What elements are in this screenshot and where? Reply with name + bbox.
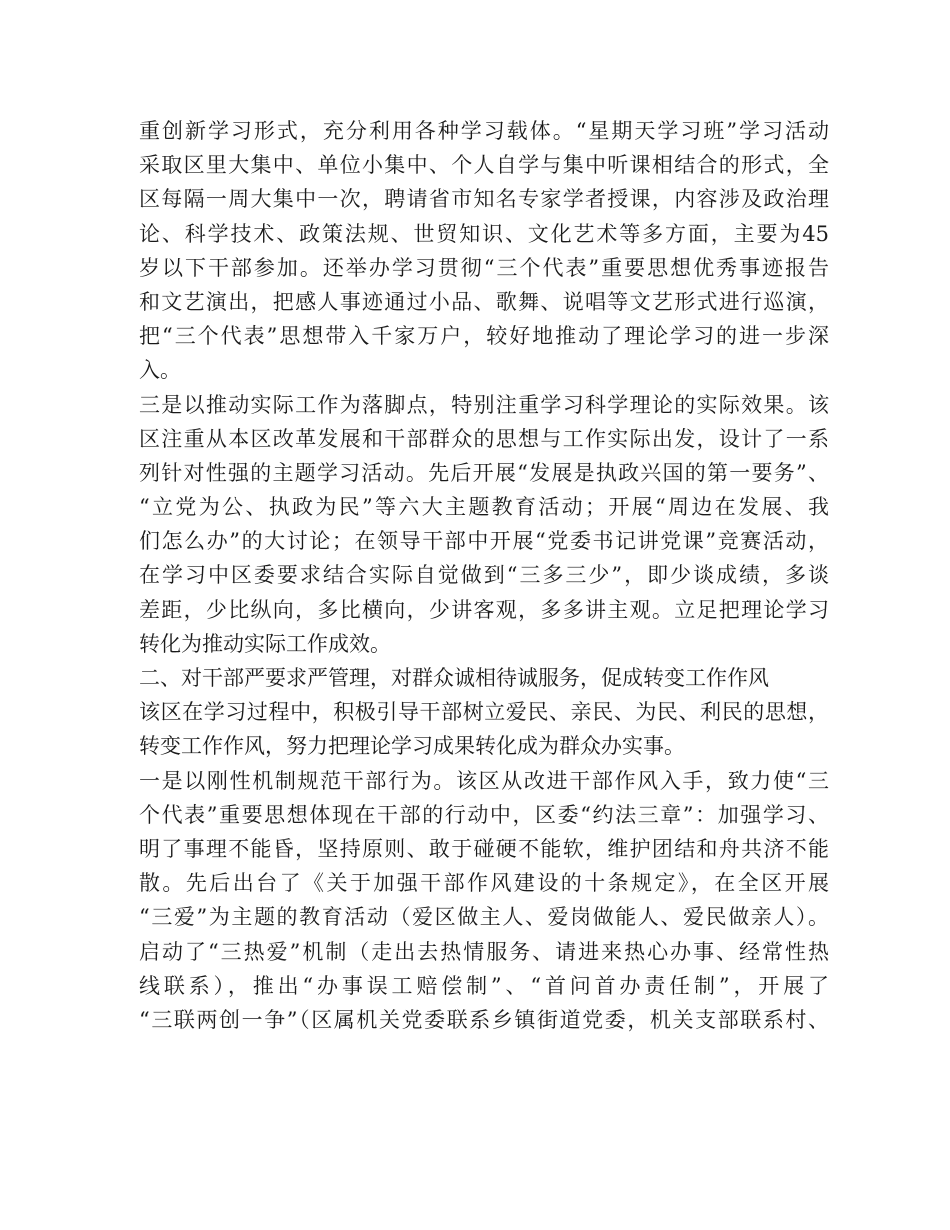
text-line: 二、对干部严要求严管理，对群众诚相待诚服务，促成转变工作作风 xyxy=(139,666,769,690)
text-line: 三是以推动实际工作为落脚点，特别注重学习科学理论的实际效果。该 xyxy=(139,392,829,417)
text-line: “立党为公、执政为民”等六大主题教育活动；开展“周边在发展、我 xyxy=(139,495,829,520)
text-line: “三爱”为主题的教育活动（爱区做主人、爱岗做能人、爱民做亲人）。 xyxy=(139,905,829,930)
text-line: “三联两创一争”（区属机关党委联系乡镇街道党委，机关支部联系村、 xyxy=(139,1007,829,1032)
text-line: 启动了“三热爱”机制（走出去热情服务、请进来热心办事、经常性热 xyxy=(139,939,829,964)
text-line: 列针对性强的主题学习活动。先后开展“发展是执政兴国的第一要务”、 xyxy=(139,460,829,485)
text-line: 岁以下干部参加。还举办学习贯彻“三个代表”重要思想优秀事迹报告 xyxy=(139,255,829,280)
text-line: 区注重从本区改革发展和干部群众的思想与工作实际出发，设计了一系 xyxy=(139,426,829,451)
text-line: 和文艺演出，把感人事迹通过小品、歌舞、说唱等文艺形式进行巡演， xyxy=(139,289,829,314)
text-line: 散。先后出台了《关于加强干部作风建设的十条规定》，在全区开展 xyxy=(139,871,829,896)
text-line: 采取区里大集中、单位小集中、个人自学与集中听课相结合的形式，全 xyxy=(139,153,829,178)
text-line: 们怎么办”的大讨论；在领导干部中开展“党委书记讲党课”竞赛活动， xyxy=(139,529,829,554)
text-line: 该区在学习过程中，积极引导干部树立爱民、亲民、为民、利民的思想， xyxy=(139,700,829,725)
text-line: 转化为推动实际工作成效。 xyxy=(139,631,391,656)
text-line: 差距，少比纵向，多比横向，少讲客观，多多讲主观。立足把理论学习 xyxy=(139,597,829,622)
text-line: 明了事理不能昏，坚持原则、敢于碰硬不能软，维护团结和舟共济不能 xyxy=(139,836,829,861)
text-line: 区每隔一周大集中一次，聘请省市知名专家学者授课，内容涉及政治理 xyxy=(139,187,829,212)
text-line: 线联系），推出“办事误工赔偿制”、“首问首办责任制”，开展了 xyxy=(139,973,829,998)
text-line: 转变工作作风，努力把理论学习成果转化成为群众办实事。 xyxy=(139,734,685,759)
text-line: 入。 xyxy=(139,358,181,383)
text-line: 重创新学习形式，充分利用各种学习载体。“星期天学习班”学习活动 xyxy=(139,119,829,143)
text-line: 把“三个代表”思想带入千家万户，较好地推动了理论学习的进一步深 xyxy=(139,324,829,349)
text-line: 个代表”重要思想体现在干部的行动中，区委“约法三章”：加强学习、 xyxy=(139,802,829,827)
text-line: 论、科学技术、政策法规、世贸知识、文化艺术等多方面，主要为45 xyxy=(139,221,829,246)
document-body xyxy=(139,114,829,1037)
text-line: 在学习中区委要求结合实际自觉做到“三多三少”，即少谈成绩，多谈 xyxy=(139,563,829,588)
text-line: 一是以刚性机制规范干部行为。该区从改进干部作风入手，致力使“三 xyxy=(139,768,829,793)
